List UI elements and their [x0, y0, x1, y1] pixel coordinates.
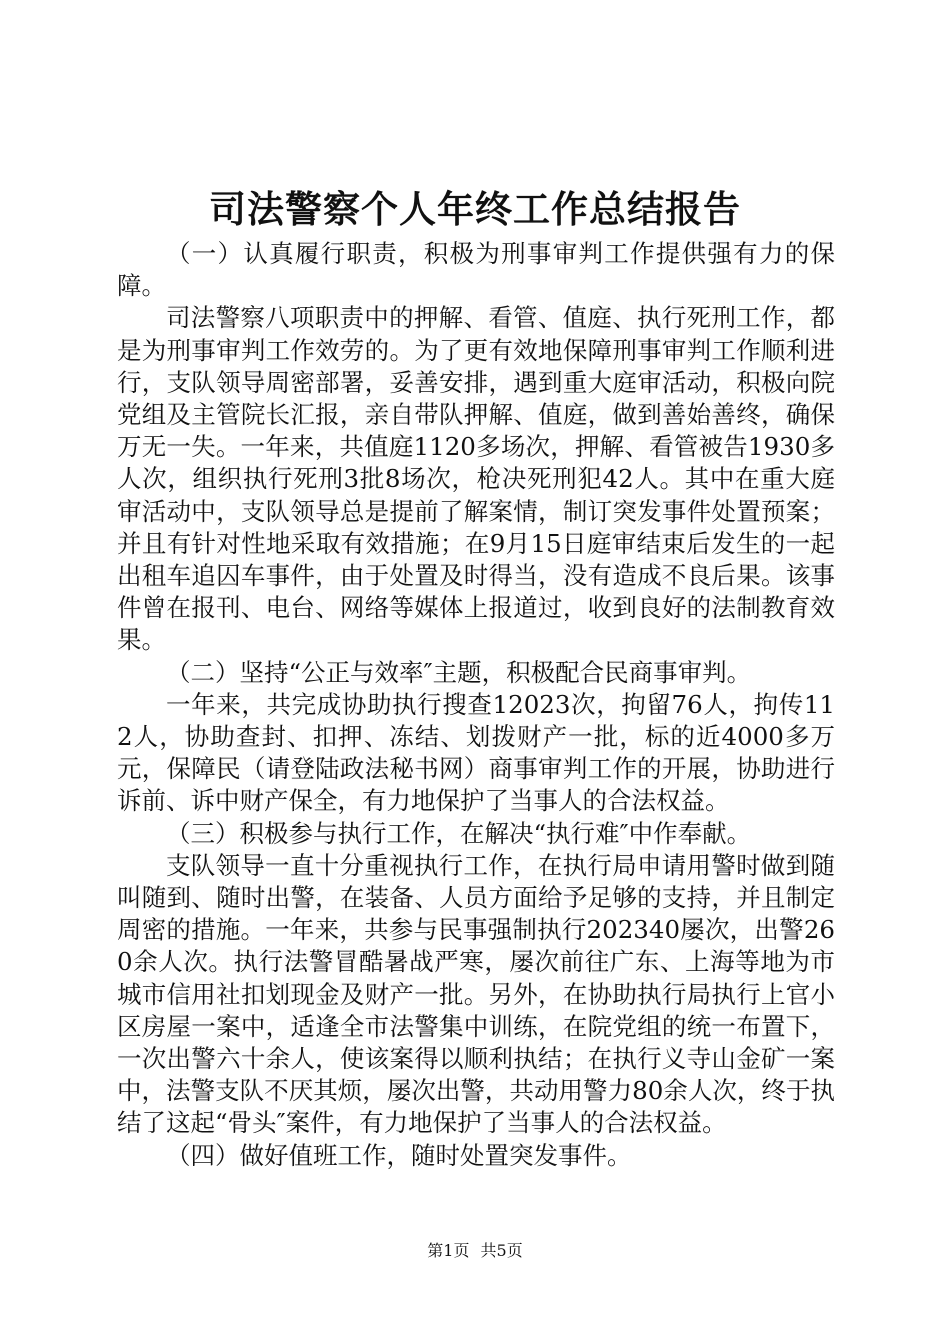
- section-heading-4: （四）做好值班工作，随时处置突发事件。: [166, 1140, 632, 1170]
- section-heading-1: （一）认真履行职责，积极为刑事审判工作提供强有力的保障。: [117, 239, 835, 301]
- section-heading-2: （二）坚持“公正与效率″主题，积极配合民商事审判。: [166, 657, 752, 687]
- section-paragraph-1: 司法警察八项职责中的押解、看管、值庭、执行死刑工作，都是为刑事审判工作效劳的。为了更有效地保障刑事审判工作顺利进行，支队领导周密部署，妥善安排，遇到重大庭审活动，积极向院党组及主管院长汇报，亲自带队押解、值庭，做到善始善终，确保万无一失。一年来，共值庭1120多场次，押解、看管被告1930多人次，组织执行死刑3批8场次，枪决死刑犯42人。其中在重大庭审活动中，支队领导总是提前了解案情，制订突发事件处置预案；并且有针对性地采取有效措施；在9月15日庭审结束后发生的一起出租车追囚车事件，由于处置及时得当，没有造成不良后果。该事件曾在报刊、电台、网络等媒体上报道过，收到良好的法制教育效果。: [117, 303, 835, 655]
- page-footer: [0, 1240, 950, 1262]
- section-paragraph-2: 一年来，共完成协助执行搜查12023次，拘留76人，拘传112人，协助查封、扣押、冻结、划拨财产一批，标的近4000多万元，保障民（请登陆政法秘书网）商事审判工作的开展，协助进行诉前、诉中财产保全，有力地保护了当事人的合法权益。: [117, 689, 835, 816]
- document-title: 司法警察个人年终工作总结报告: [209, 188, 741, 231]
- section-paragraph-3: 支队领导一直十分重视执行工作，在执行局申请用警时做到随叫随到、随时出警，在装备、人员方面给予足够的支持，并且制定周密的措施。一年来，共参与民事强制执行202340屡次，出警260余人次。执行法警冒酷暑战严寒，屡次前往广东、上海等地为市城市信用社扣划现金及财产一批。另外，在协助执行局执行上官小区房屋一案中，适逢全市法警集中训练，在院党组的统一布置下，一次出警六十余人，使该案得以顺利执结；在执行义寺山金矿一案中，法警支队不厌其烦，屡次出警，共动用警力80余人次，终于执结了这起“骨头″案件，有力地保护了当事人的合法权益。: [117, 850, 835, 1138]
- page-total: 共5页: [480, 1241, 523, 1260]
- section-heading-3: （三）积极参与执行工作，在解决“执行难″中作奉献。: [166, 818, 752, 848]
- document-body: [117, 238, 835, 1172]
- page-number: 第1页: [427, 1241, 470, 1260]
